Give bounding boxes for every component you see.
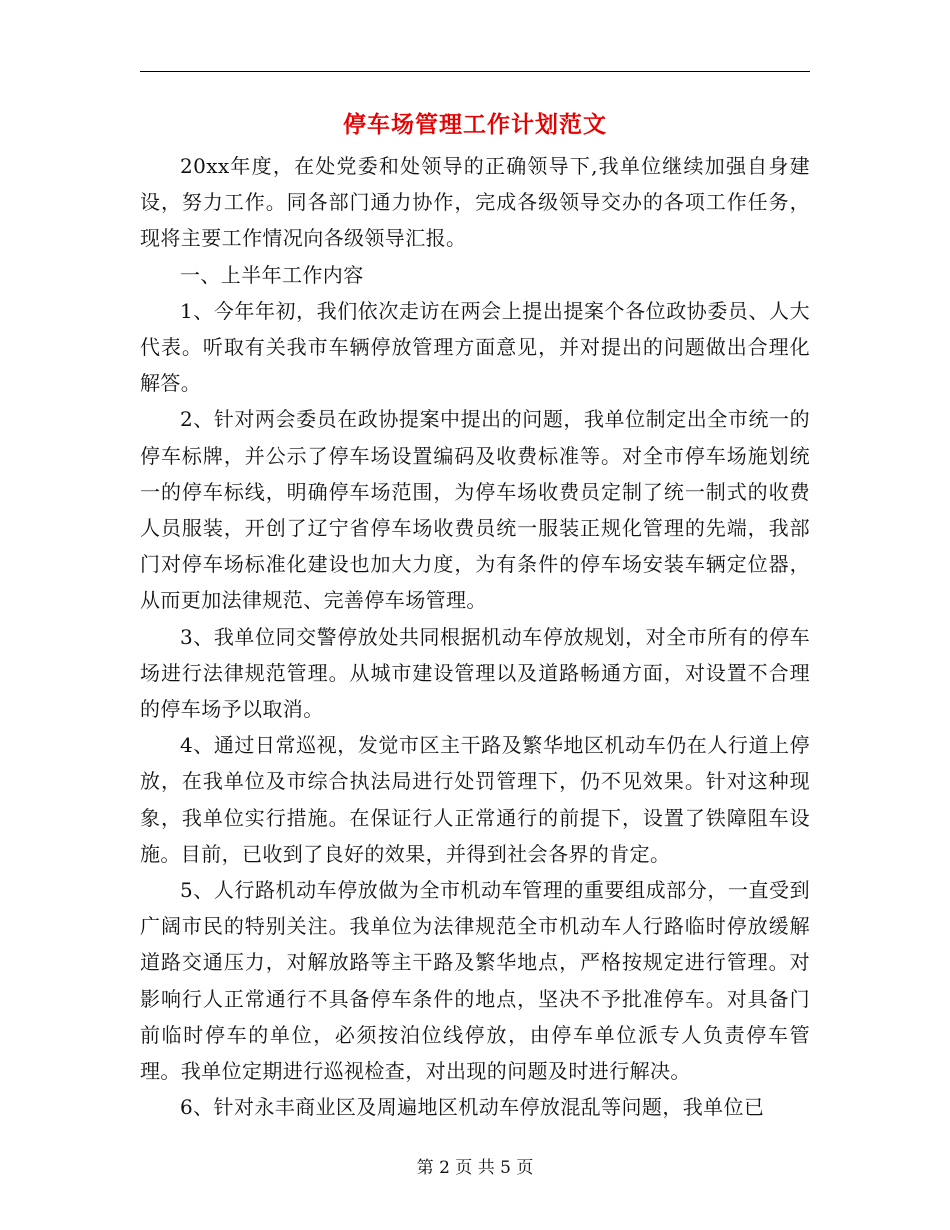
page-number: 第 2 页 共 5 页 bbox=[416, 1158, 534, 1178]
paragraph-item-1: 1、今年年初，我们依次走访在两会上提出提案个各位政协委员、人大代表。听取有关我市车辆停放管理方面意见，并对提出的问题做出合理化解答。 bbox=[140, 298, 810, 396]
paragraph-item-2: 2、针对两会委员在政协提案中提出的问题，我单位制定出全市统一的停车标牌，并公示了停车场设置编码及收费标准等。对全市停车场施划统一的停车标线，明确停车场范围，为停车场收费员定制了统一制式的收费人员服装，开创了辽宁省停车场收费员统一服装正规化管理的先端，我部门对停车场标准化建设也加大力度，为有条件的停车场安装车辆定位器，从而更加法律规范、完善停车场管理。 bbox=[140, 407, 810, 613]
paragraph-item-6: 6、针对永丰商业区及周遍地区机动车停放混乱等问题，我单位已 bbox=[180, 1095, 765, 1120]
header-rule bbox=[140, 71, 810, 72]
paragraph-intro: 20xx年度，在处党委和处领导的正确领导下,我单位继续加强自身建设，努力工作。同各部门通力协作，完成各级领导交办的各项工作任务，现将主要工作情况向各级领导汇报。 bbox=[140, 154, 810, 251]
paragraph-item-5: 5、人行路机动车停放做为全市机动车管理的重要组成部分，一直受到广阔市民的特别关注。我单位为法律规范全市机动车人行路临时停放缓解道路交通压力，对解放路等主干路及繁华地点，严格按规定进行管理。对影响行人正常通行不具备停车条件的地点，坚决不予批准停车。对具备门前临时停车的单位，必须按泊位线停放，由停车单位派专人负责停车管理。我单位定期进行巡视检查，对出现的问题及时进行解决。 bbox=[140, 878, 810, 1084]
section-heading: 一、上半年工作内容 bbox=[180, 262, 364, 287]
paragraph-item-4: 4、通过日常巡视，发觉市区主干路及繁华地区机动车仍在人行道上停放，在我单位及市综合执法局进行处罚管理下，仍不见效果。针对这种现象，我单位实行措施。在保证行人正常通行的前提下，设置了铁障阻车设施。目前，已收到了良好的效果，并得到社会各界的肯定。 bbox=[140, 733, 810, 866]
paragraph-item-3: 3、我单位同交警停放处共同根据机动车停放规划，对全市所有的停车场进行法律规范管理。从城市建设管理以及道路畅通方面，对设置不合理的停车场予以取消。 bbox=[140, 624, 810, 722]
document-title: 停车场管理工作计划范文 bbox=[343, 111, 607, 138]
document-body bbox=[140, 148, 810, 1125]
